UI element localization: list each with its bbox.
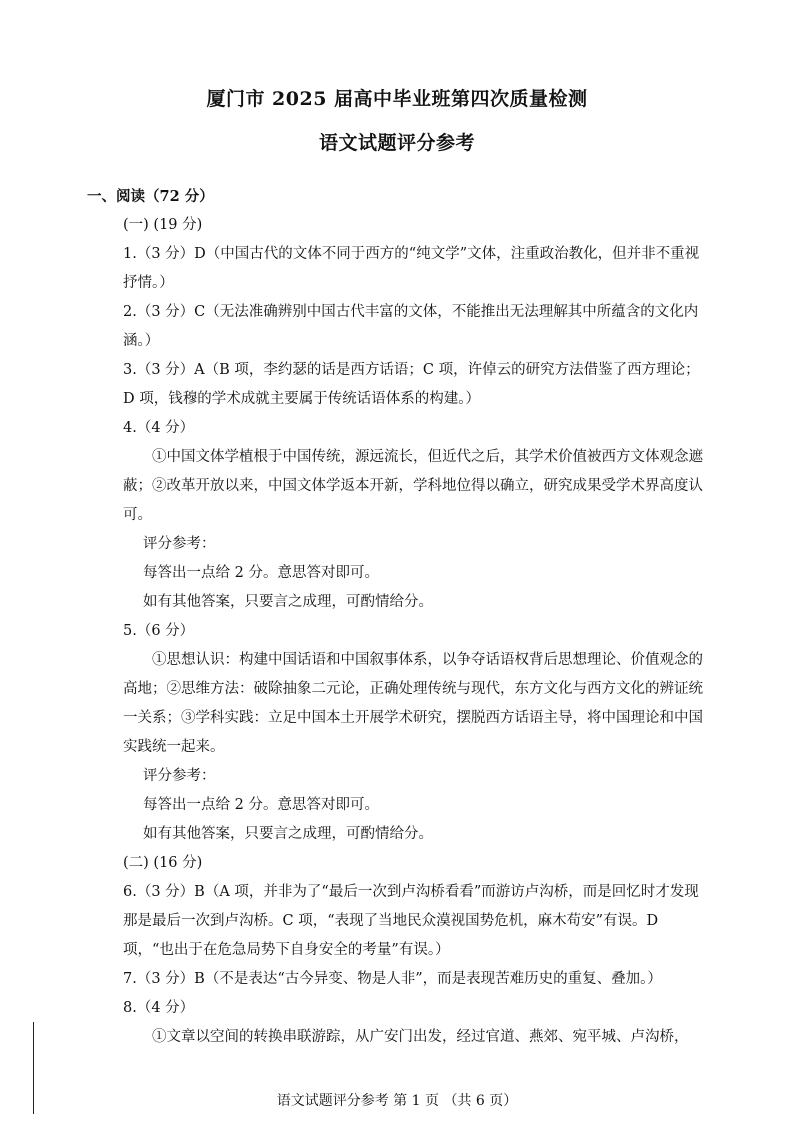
question-8-answer: ①文章以空间的转换串联游踪，从广安门出发，经过官道、燕郊、宛平城、卢沟桥， (152, 1029, 689, 1045)
question-5-answer: ①思想认识：构建中国话语和中国叙事体系，以争夺话语权背后思想理论、价值观念的高地；②思维方法：破除抽象二元论，正确处理传统与现代，东方文化与西方文化的辨证统一关系；③学科实践：立足中国本土开展学术研究，摆脱西方话语主导，将中国理论和中国实践统一起来。 (123, 652, 703, 755)
question-5: 5.（6 分） (123, 623, 195, 639)
question-1: 1.（3 分）D（中国古代的文体不同于西方的“纯文学”文体，注重政治教化，但并非不重视抒情。） (123, 246, 700, 291)
question-3: 3.（3 分）A（B 项，李约瑟的话是西方话语；C 项，许倬云的研究方法借鉴了西方理论；D 项，钱穆的学术成就主要属于传统话语体系的构建。） (123, 362, 700, 407)
question-4-answer: ①中国文体学植根于中国传统，源远流长，但近代之后，其学术价值被西方文体观念遮蔽；②改革开放以来，中国文体学返本开新，学科地位得以确立，研究成果受学术界高度认可。 (123, 449, 703, 523)
question-5-scoring-title: 评分参考： (143, 768, 216, 784)
question-4: 4.（4 分） (123, 420, 195, 436)
question-8: 8.（4 分） (123, 1000, 195, 1016)
question-4-scoring-2: 如有其他答案，只要言之成理，可酌情给分。 (143, 594, 433, 610)
part-2-heading: (二) (16 分) (123, 855, 203, 871)
question-7: 7.（3 分）B（不是表达“古今异变、物是人非”，而是表现苦难历史的重复、叠加。） (123, 971, 662, 987)
document-subtitle: 语文试题评分参考 (318, 132, 475, 154)
answer-key-body (87, 182, 703, 1052)
question-5-scoring-2: 如有其他答案，只要言之成理，可酌情给分。 (143, 826, 433, 842)
question-2: 2.（3 分）C（无法准确辨别中国古代丰富的文体，不能推出无法理解其中所蕴含的文化内涵。） (123, 304, 699, 349)
document-title: 厦门市 2025 届高中毕业班第四次质量检测 (206, 88, 588, 110)
section-reading-heading: 一、阅读（72 分） (87, 188, 214, 205)
part-1-heading: (一) (19 分) (123, 217, 203, 233)
question-5-scoring-1: 每答出一点给 2 分。意思答对即可。 (143, 797, 379, 813)
question-4-scoring-1: 每答出一点给 2 分。意思答对即可。 (143, 565, 379, 581)
page-footer: 语文试题评分参考 第 1 页 （共 6 页） (276, 1093, 518, 1109)
question-6: 6.（3 分）B（A 项，并非为了“最后一次到卢沟桥看看”而游访卢沟桥，而是回忆时才发现那是最后一次到卢沟桥。C 项，“表现了当地民众漠视国势危机，麻木苟安”有误。D 项，“也出于在危急局势下自身安全的考量”有误。） (123, 884, 699, 958)
question-4-scoring-title: 评分参考： (143, 536, 216, 552)
